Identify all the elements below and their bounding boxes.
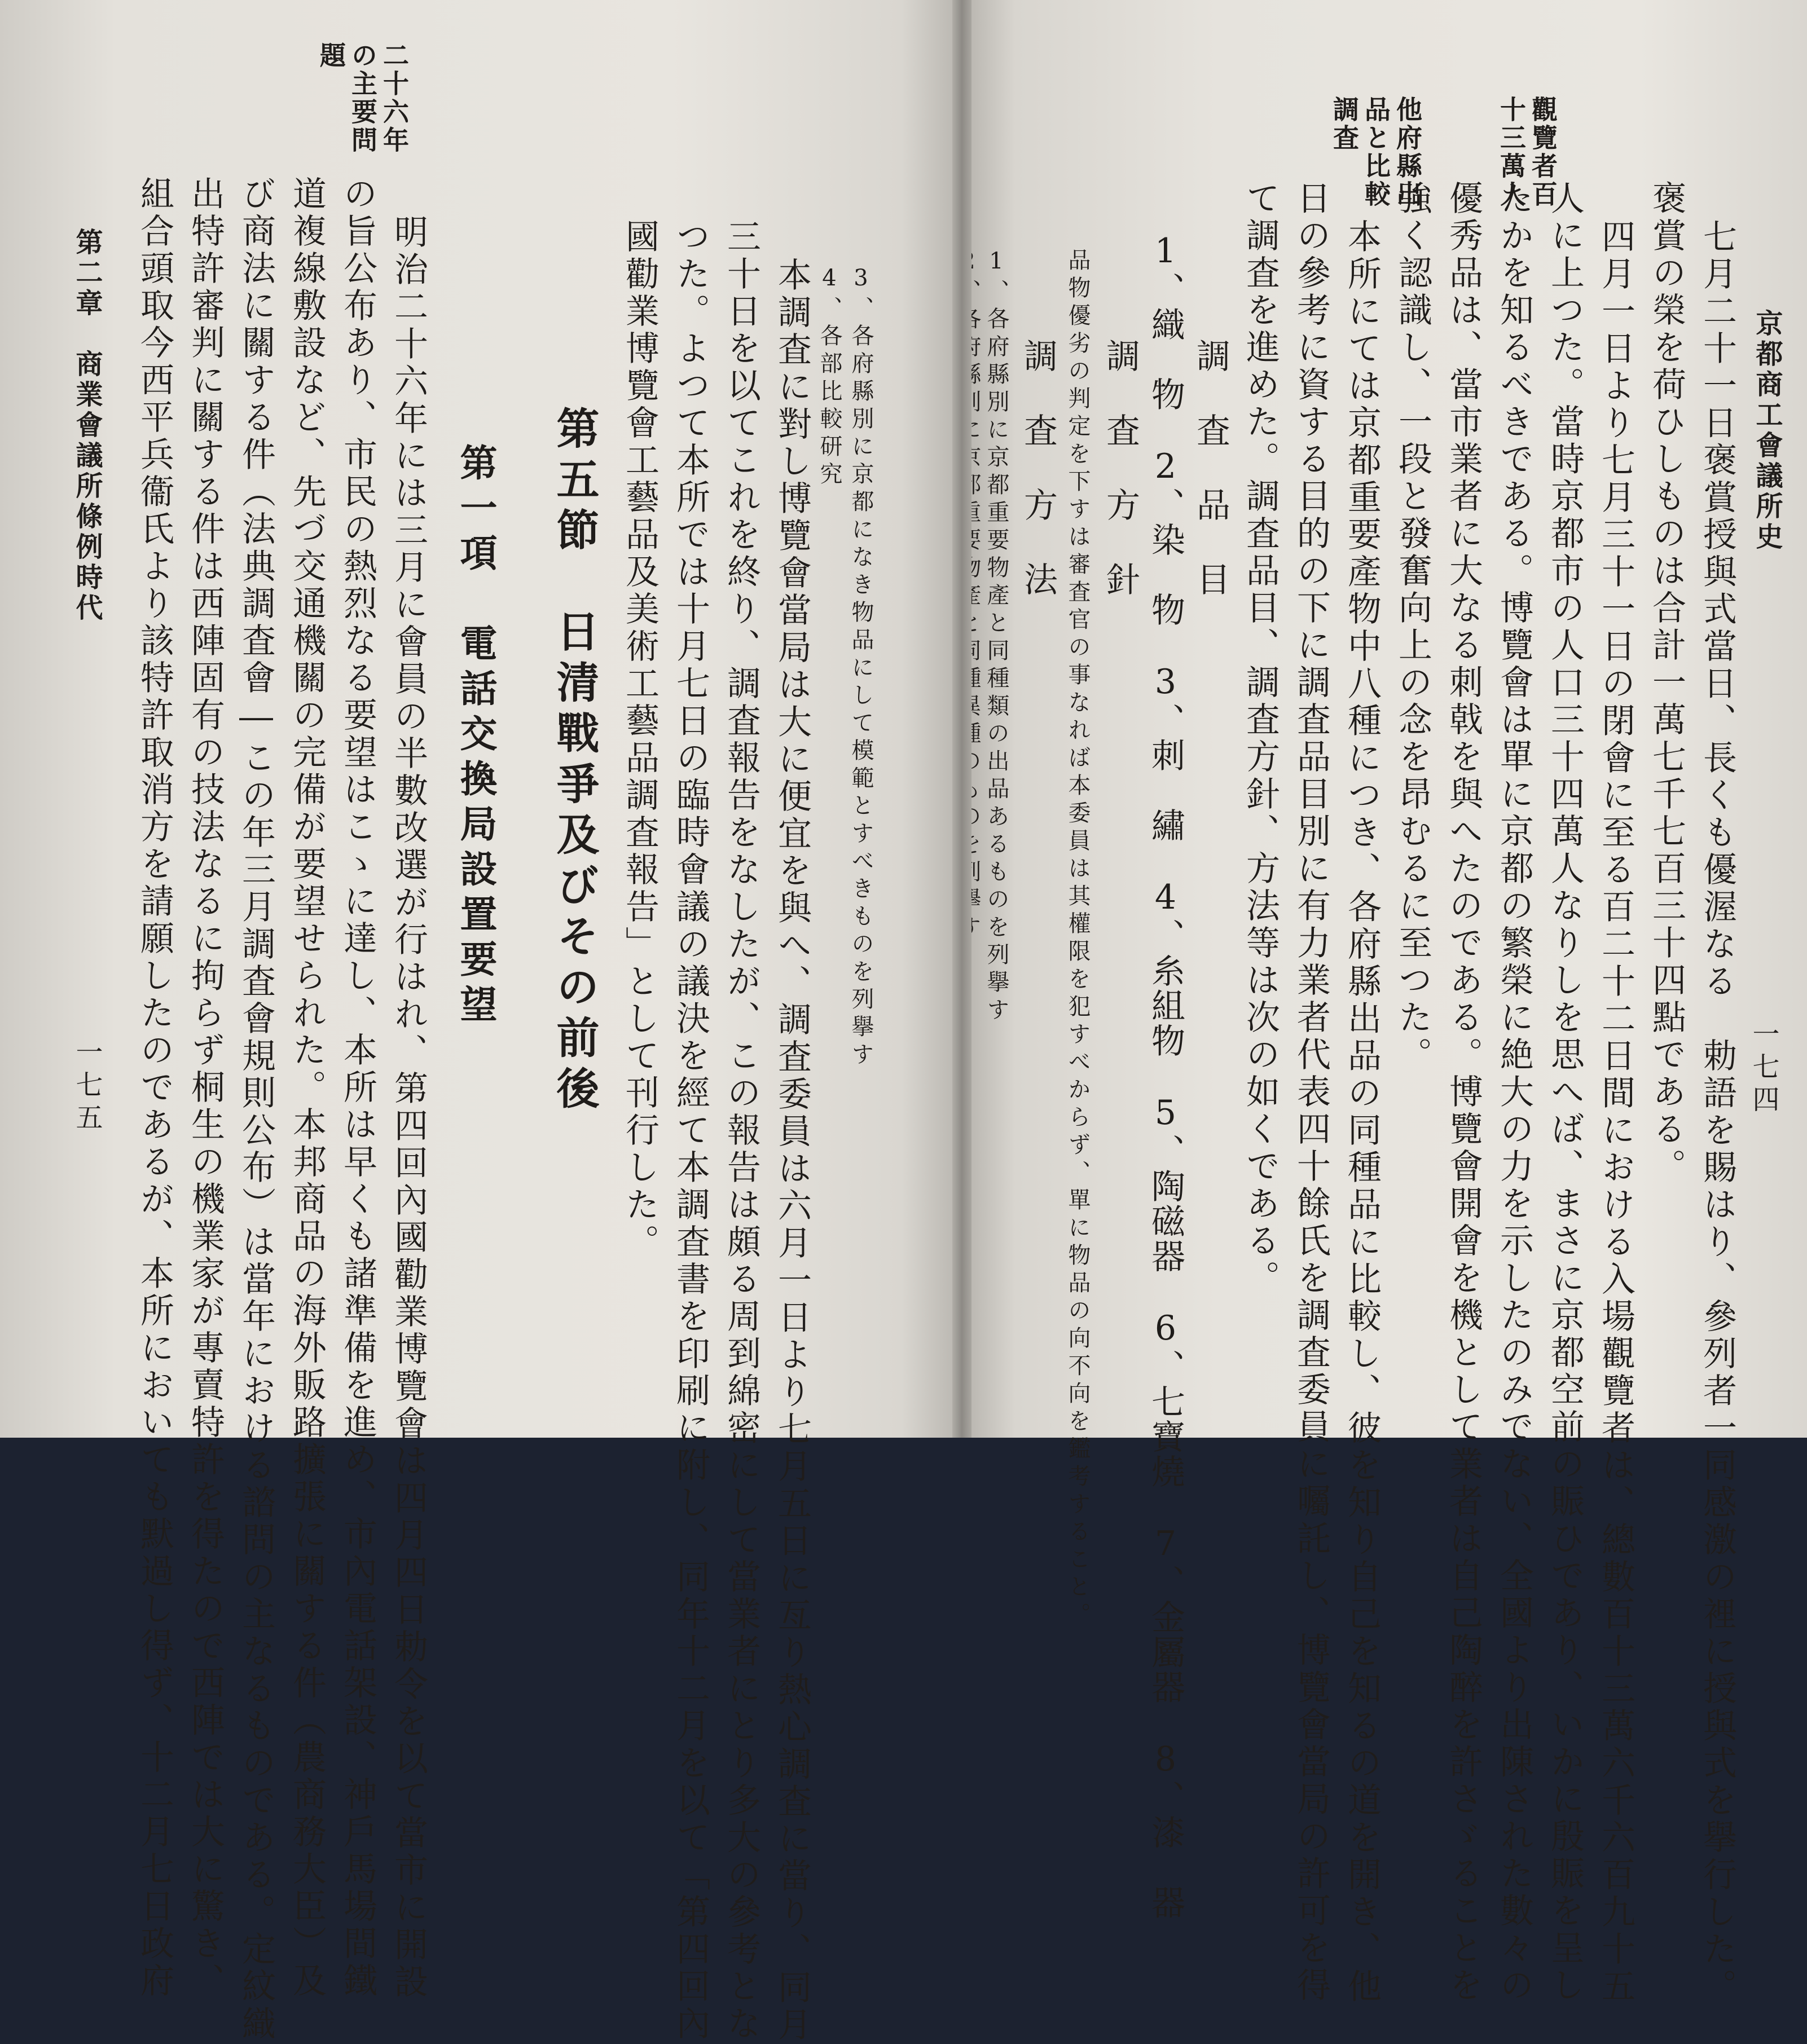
margin-note: 品と比較: [1361, 96, 1391, 209]
body-line: 七月二十一日褒賞授與式當日、長くも優渥なる 勅語を賜はり、參列者一同感激の裡に授與式を擧行した。: [1698, 219, 1737, 2006]
body-line: 褒賞の榮を荷ひしものは合計一萬七千七百三十四點である。: [1647, 180, 1686, 1186]
method-item: 3、各府縣別に京都になき物品にして模範とすべきものを列擧す: [848, 265, 874, 1070]
running-head: 京都商工會議所史: [1751, 309, 1783, 553]
margin-note: 二十六年: [379, 42, 410, 155]
margin-note: 他府縣出: [1392, 96, 1423, 209]
body-line: 本所にては京都重要產物中八種につき、各府縣出品の同種品に比較し、彼を知り自己を知るの道を開き、他: [1342, 219, 1382, 2006]
margin-note: 題: [316, 42, 346, 70]
body-line: の旨公布あり、市民の熱烈なる要望はこゝに達し、本所は早くも諸準備を進め、市內電話架設、神戶馬場間鐵: [338, 176, 377, 2000]
method-heading: 調 査 方 法: [1018, 338, 1058, 599]
method-item: 4、各部比較研究: [816, 265, 842, 490]
section-heading: 第五節 日清戰爭及びその前後: [549, 406, 600, 1117]
body-line: び商法に關する件（法典調査會―この年三月調査會規則公布）は當年における諮問の主なるものである。定紋織: [236, 176, 276, 2043]
survey-items: 1、織 物 2、染 物 3、刺 繡 4、糸組物 5、陶磁器 6、七寶燒 7、金屬器 8、漆 器: [1146, 231, 1185, 1920]
body-line: 三十日を以てこれを終り、調査報告をなしたが、この報告は頗る周到綿密にして當業者にとり多大の參考とな: [722, 219, 761, 2043]
body-line: 道複線敷設など、先づ交通機關の完備が要望せられた。本邦商品の海外販路擴張に關する件（農商務大臣）及: [287, 176, 327, 2000]
book-gutter: [952, 0, 971, 1438]
policy-heading: 調 査 方 針: [1101, 338, 1140, 599]
body-line: 本調査に對し博覽會當局は大に便宜を與へ、調査委員は六月一日より七月五日に亙り熱心調査に當り、同月: [772, 257, 812, 2044]
body-line: たかを知るべきである。博覽會は單に京都の繁榮に絶大の力を示したのみでない、全國より出陳された數々の: [1494, 180, 1534, 2005]
method-item: 1、各府縣別に京都重要物產と同種類の出品あるものを列擧す: [983, 248, 1009, 1025]
body-line: 人に上つた。當時京都市の人口三十四萬人なりしを思へば、まさに京都空前の賑ひであり、いかに殷賑を呈し: [1545, 180, 1585, 2005]
margin-note: 調査: [1329, 96, 1360, 152]
body-line: 四月一日より七月三十一日の閉會に至る百二十二日間における入場觀覽者は、總數百十三萬六千六百九十五: [1596, 219, 1635, 2006]
margin-note: 十三萬人: [1496, 96, 1527, 209]
body-line: 優秀品は、當市業者に大なる刺戟を與へたのである。博覽會開會を機として業者は自己陶醉を許さゞることを: [1444, 180, 1483, 2005]
body-line: 組合頭取今西平兵衞氏より該特許取消方を請願したのであるが、本所においても默過し得ず、十二月七日政府: [135, 176, 174, 2000]
policy-text: 品物優劣の判定を下すは審査官の事なれば本委員は其權限を犯すべからず、單に物品の向不向を鑑考すること。: [1065, 248, 1091, 1630]
body-line: 出特許審判に關する件は西陣固有の技法なるに拘らず桐生の機業家が專賣特許を得たので西陣では大に驚き、: [186, 176, 225, 2000]
body-line: 日の參考に資する目的の下に調査品目別に有力業者代表四十餘氏を調査委員に囑託し、博覽會當局の許可を得: [1291, 180, 1331, 2005]
body-line: つた。よつて本所では十月七日の臨時會議の議決を經て本調査書を印刷に附し、同年十二月を以て「第四回內: [671, 219, 710, 2043]
item-heading: 第一項 電話交換局設置要望: [454, 443, 498, 1030]
body-line: 國勸業博覽會工藝品及美術工藝品調査報告」として刊行した。: [620, 219, 660, 1261]
margin-note: の主要問: [348, 42, 378, 155]
chapter-footer: 第二章 商業會議所條例時代: [71, 228, 103, 624]
body-line: 強く認識し、一段と發奮向上の念を昂むるに至つた。: [1393, 180, 1432, 1074]
right-page: [965, 0, 1807, 2006]
body-line: て調査を進めた。調査品目、調査方針、方法等は次の如くである。: [1241, 180, 1280, 1297]
page-number: 一七四: [1748, 1020, 1779, 1118]
page-number: 一七五: [71, 1038, 103, 1136]
body-line: 明治二十六年には三月に會員の半數改選が行はれ、第四回內國勸業博覽會は四月四日勅令を以て當市に開設: [389, 214, 428, 2001]
survey-items-heading: 調 査 品 目: [1191, 338, 1230, 599]
margin-note: 觀覽者百: [1528, 96, 1558, 209]
